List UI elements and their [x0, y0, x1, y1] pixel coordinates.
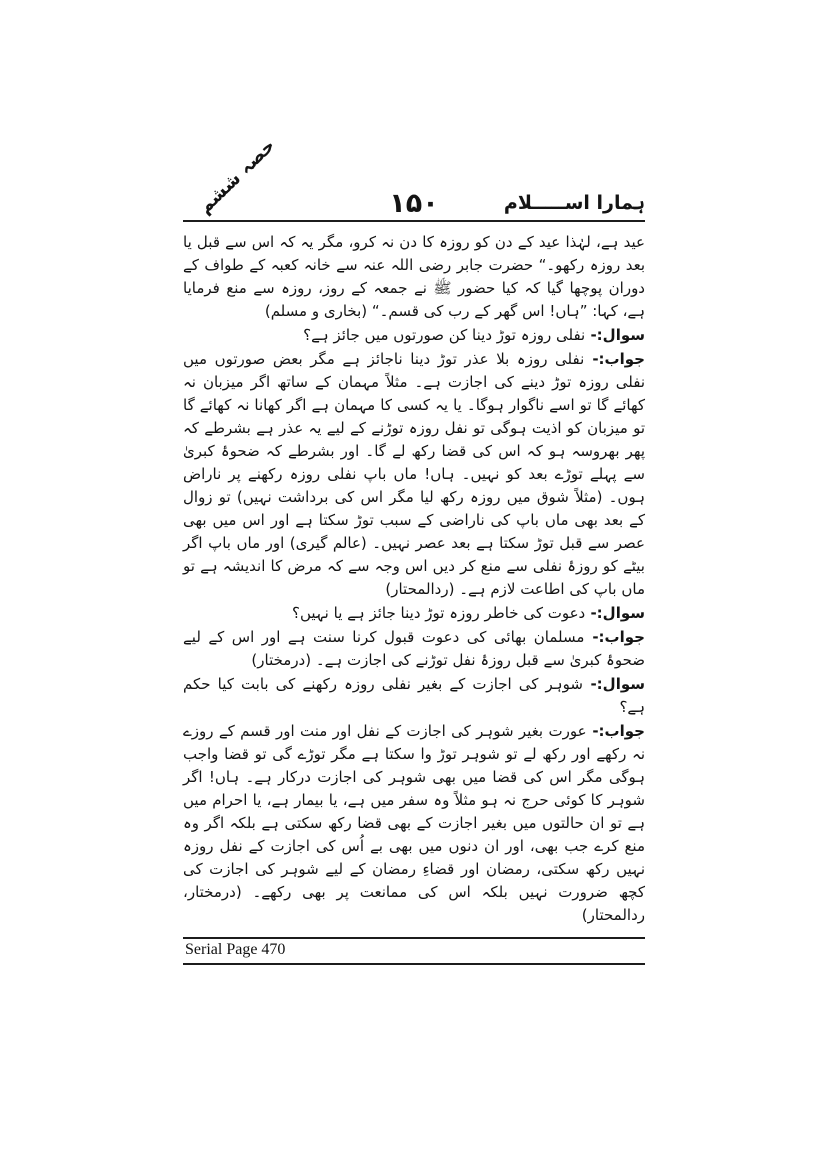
page-number: ۱۵۰	[389, 188, 439, 219]
paragraph-text: نفلی روزہ بلا عذر توڑ دینا ناجائز ہے مگر بعض صورتوں میں نفلی روزہ توڑ دینے کی اجازت ہے۔ مثلاً مہمان کے ساتھ اگر میزبان نہ کھائے گا تو اسے ناگوار ہوگا۔ یا یہ کسی کا مہمان ہے اگر کھانا نہ کھائے گا تو میزبان کو اذیت ہوگی تو نفل روزہ توڑنے کے لیے یہ عذر ہے بشرطے کہ پھر بھروسہ ہو کہ اس کی قضا رکھ لے گا۔ اور بشرطے کہ ضحوۂ کبریٰ سے پہلے توڑے بعد کو نہیں۔ ہاں! ماں باپ نفلی روزہ رکھنے پر ناراض ہوں۔ (مثلاً شوق میں روزہ رکھ لیا مگر اس کی برداشت نہیں) تو زوال کے بعد بھی ماں باپ کی ناراضی کے سبب توڑ سکتا ہے اور اس میں بھی عصر سے قبل توڑ سکتا ہے بعد عصر نہیں۔ (عالم گیری) اور ماں باپ اگر بیٹے کو روزۂ نفلی سے منع کر دیں اس وجہ سے کہ مرض کا اندیشہ ہے تو ماں باپ کی اطاعت لازم ہے۔ (ردالمحتار)	[183, 350, 645, 598]
answer-paragraph	[183, 720, 645, 927]
answer-paragraph	[183, 626, 645, 672]
page-header	[183, 135, 645, 222]
qa-label: جواب:-	[584, 350, 645, 368]
question-paragraph	[183, 673, 645, 719]
qa-label: جواب:-	[584, 628, 645, 646]
paragraph-text: دعوت کی خاطر روزہ توڑ دینا جائز ہے یا نہیں؟	[291, 604, 586, 622]
body-text	[183, 231, 645, 927]
paragraph-text: شوہر کی اجازت کے بغیر نفلی روزہ رکھنے کی بابت کیا حکم ہے؟	[183, 675, 645, 716]
paragraph	[183, 231, 645, 323]
paragraph-text: مسلمان بھائی کی دعوت قبول کرنا سنت ہے اور اس کے لیے ضحوۂ کبریٰ سے قبل روزۂ نفل توڑنے کی اجازت ہے۔ (درمختار)	[183, 628, 645, 669]
question-paragraph	[183, 602, 645, 625]
book-title: ہمارا اســـــلام	[503, 192, 645, 214]
paragraph-text: عید ہے، لہٰذا عید کے دن کو روزہ کا دن نہ کرو، مگر یہ کہ اس سے قبل یا بعد روزہ رکھو۔“ حضرت جابر رضی اللہ عنہ سے خانہ کعبہ کے طواف کے دوران پوچھا گیا کہ کیا حضور ﷺ نے جمعہ کے روز، روزہ سے منع فرمایا ہے، کہا: ”ہاں! اس گھر کے رب کی قسم۔“ (بخاری و مسلم)	[183, 233, 645, 320]
paragraph-text: نفلی روزہ توڑ دینا کن صورتوں میں جائز ہے؟	[303, 326, 586, 344]
page-footer	[183, 937, 645, 965]
question-paragraph	[183, 324, 645, 347]
qa-label: سوال:-	[585, 604, 645, 622]
paragraph-text: عورت بغیر شوہر کی اجازت کے نفل اور منت اور قسم کے روزے نہ رکھے اور رکھ لے تو شوہر توڑ وا سکتا ہے مگر توڑے گی تو قضا واجب ہوگی مگر اس کی قضا میں بھی شوہر کی اجازت درکار ہے۔ ہاں! اگر شوہر کا کوئی حرج نہ ہو مثلاً وہ سفر میں ہے، یا بیمار ہے، یا احرام میں ہے تو ان حالتوں میں بغیر اجازت کے بھی قضا رکھ سکتی ہے بلکہ اگر وہ منع کرے جب بھی، اور ان دنوں میں بھی بے اُس کی اجازت کے نفل روزہ نہیں رکھ سکتی، رمضان اور قضاءِ رمضان کے لیے شوہر کی اجازت کی کچھ ضرورت نہیں بلکہ اس کی ممانعت پر بھی رکھے۔ (درمختار، ردالمحتار)	[183, 722, 645, 924]
qa-label: سوال:-	[585, 326, 645, 344]
qa-label: سوال:-	[582, 675, 645, 693]
serial-page-label: Serial Page 470	[185, 941, 286, 958]
footer-rule-bottom	[183, 963, 645, 965]
part-label: حصہ ششم	[194, 135, 280, 218]
answer-paragraph	[183, 348, 645, 601]
content-area	[183, 135, 645, 965]
qa-label: جواب:-	[586, 722, 645, 740]
